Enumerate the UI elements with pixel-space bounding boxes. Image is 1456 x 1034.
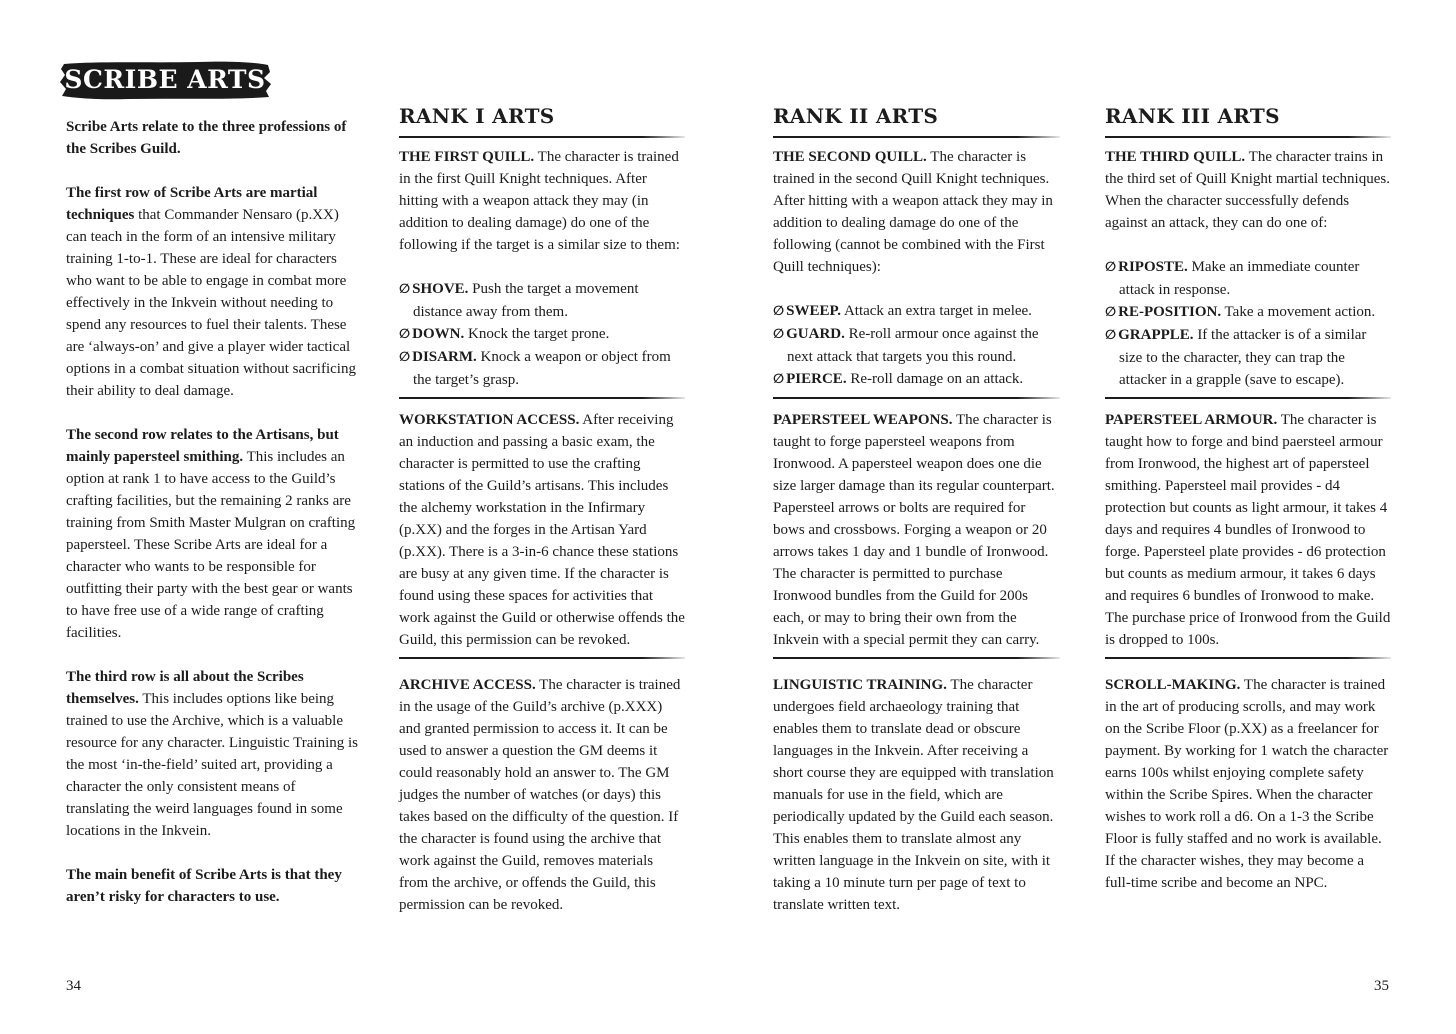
artisan-art: WORKSTATION ACCESS. After receiving an induction and passing a basic exam, the character is permitted to use the crafting stations of the Guild’s artisans. This includes the alchemy workstation in the Infirmary (p.XX) and the forges in the Artisan Yard (p.XX). There is a 3-in-6 chance these stations are busy at any given time. If the character is found using these spaces for activities that work against the Guild or otherwise offends the Guild, this permission can be revoked. (399, 409, 685, 659)
intro-paragraph: The first row of Scribe Arts are martial techniques that Commander Nensaro (p.XX) can teach in the form of an intensive military training 1-to-1. These are ideal for characters who want to be able to engage in combat more effectively in the Inkvein without needing to spend any resources to fuel their talents. These are ‘always-on’ and give a player wider tactical options in a combat situation without sacrificing their ability to deal damage. (66, 185, 356, 399)
option-list (399, 278, 685, 391)
rank-1-column (399, 102, 685, 913)
rank-2-column (773, 102, 1060, 913)
combat-art: THE SECOND QUILL. The character is trained in the second Quill Knight techniques. After hitting with a weapon attack they may in addition to dealing damage do one of the following (cannot be combined with the First Quill techniques): ∅ SWEEP. Attack an extra target in melee. ∅ GUARD. Re-roll armour once against the next attack that targets you this round. ∅ PIERCE. Re-roll damage on an attack. (773, 146, 1060, 399)
scribe-art: ARCHIVE ACCESS. The character is trained in the usage of the Guild’s archive (p.XXX) and granted permission to access it. It can be used to answer a question the GM deems it could reasonably hold an answer to. The GM judges the number of watches (or days) this takes based on the difficulty of the question. If the character is found using the archive that work against the Guild, removes materials from the archive, or offends the Guild, this permission can be revoked. (399, 677, 681, 913)
option-item: ∅ GUARD. Re-roll armour once against the next attack that targets you this round. (773, 326, 1039, 365)
divider (399, 657, 685, 659)
scribe-art: SCROLL-MAKING. The character is trained in the art of producing scrolls, and may work on the Scribe Floor (p.XX) as a freelancer for payment. By working for 1 watch the character earns 100s whilst enjoying complete safety within the Scribe Spires. When the character wishes to work roll a d6. On a 1-3 the Scribe Floor is fully staffed and no work is available. If the character wishes, they may become a full-time scribe and become an NPC. (1105, 677, 1389, 891)
rank-heading: RANK II ARTS (773, 104, 939, 128)
intro-paragraph: The third row is all about the Scribes themselves. This includes options like being trained to use the Archive, which is a valuable resource for any character. Linguistic Training is the most ‘in-the-field’ suited art, providing a character the only consistent means of translating the weird languages found in some locations in the Inkvein. (66, 669, 359, 839)
divider (773, 136, 1060, 138)
option-item: ∅ RE-POSITION. Take a movement action. (1105, 304, 1376, 320)
page-number-left: 34 (66, 978, 81, 994)
intro-paragraph: The main benefit of Scribe Arts is that they aren’t risky for characters to use. (66, 867, 342, 905)
combat-art: THE FIRST QUILL. The character is trained in the first Quill Knight techniques. After hitting with a weapon attack they may (in addition to dealing damage) do one of the following if the target is a similar size to them: ∅ SHOVE. Push the target a movement distance away from them. ∅ DOWN. Knock the target prone. ∅ DISARM. Knock a weapon or object from the target’s grasp. (399, 146, 685, 399)
rank-3-column (1105, 102, 1391, 891)
rank-heading: RANK III ARTS (1105, 104, 1280, 128)
artisan-art: PAPERSTEEL WEAPONS. The character is taught to forge papersteel weapons from Ironwood. A papersteel weapon does one die size larger damage than its regular counterpart. Papersteel arrows or bolts are required for bows and crossbows. Forging a weapon or 20 arrows takes 1 day and 1 bundle of Ironwood. The character is permitted to purchase Ironwood bundles from the Guild for 200s each, or may to bring their own from the Inkvein with a special permit they can carry. (773, 409, 1060, 659)
intro-paragraph: Scribe Arts relate to the three professions of the Scribes Guild. (66, 119, 347, 157)
option-list (773, 300, 1060, 391)
page-title: SCRIBE ARTS (64, 65, 266, 94)
divider (1105, 397, 1391, 399)
option-list (1105, 256, 1391, 391)
divider (1105, 136, 1391, 138)
divider (773, 657, 1060, 659)
divider (1105, 657, 1391, 659)
page-number-right: 35 (1374, 978, 1389, 994)
artisan-art: PAPERSTEEL ARMOUR. The character is taught how to forge and bind paersteel armour from Ironwood, the highest art of papersteel smithing. Papersteel mail provides - d4 protection but counts as light armour, it takes 4 days and requires 4 bundles of Ironwood to forge. Papersteel plate provides - d6 protection but counts as medium armour, it takes 6 days and requires 6 bundles of Ironwood to make. The purchase price of Ironwood from the Guild is dropped to 100s. (1105, 409, 1391, 659)
option-item: ∅ GRAPPLE. If the attacker is of a similar size to the character, they can trap the attacker in a grapple (save to escape). (1105, 327, 1367, 388)
combat-art: THE THIRD QUILL. The character trains in the third set of Quill Knight martial techniques. When the character successfully defends against an attack, they can do one of: ∅ RIPOSTE. Make an immediate counter attack in response. ∅ RE-POSITION. Take a movement action. ∅ GRAPPLE. If the attacker is of a similar size to the character, they can trap the attacker in a grapple (save to escape). (1105, 146, 1391, 399)
divider (399, 136, 685, 138)
intro-paragraph: The second row relates to the Artisans, but mainly papersteel smithing. This includes an option at rank 1 to have access to the Guild’s crafting facilities, but the remaining 2 ranks are training from Smith Master Mulgran on crafting papersteel. These Scribe Arts are ideal for a character who wants to be responsible for outfitting their party with the best gear or wants to have free use of a wide range of crafting facilities. (66, 427, 356, 641)
option-item: ∅ DISARM. Knock a weapon or object from the target’s grasp. (399, 349, 671, 388)
divider (399, 397, 685, 399)
option-item: ∅ SWEEP. Attack an extra target in melee. (773, 303, 1032, 319)
intro-column (66, 116, 362, 930)
divider (773, 397, 1060, 399)
option-item: ∅ SHOVE. Push the target a movement distance away from them. (399, 281, 639, 320)
rank-heading: RANK I ARTS (399, 104, 555, 128)
option-item: ∅ RIPOSTE. Make an immediate counter attack in response. (1105, 259, 1360, 298)
section-title-banner (58, 60, 272, 100)
scribe-art: LINGUISTIC TRAINING. The character undergoes field archaeology training that enables them to translate dead or obscure languages in the Inkvein. After receiving a short course they are equipped with translation manuals for use in the field, which are periodically updated by the Guild each season. This enables them to translate almost any written language in the Inkvein on site, with it taking a 10 minute turn per page of text to translate written text. (773, 677, 1054, 913)
option-item: ∅ PIERCE. Re-roll damage on an attack. (773, 371, 1024, 387)
option-item: ∅ DOWN. Knock the target prone. (399, 326, 610, 342)
